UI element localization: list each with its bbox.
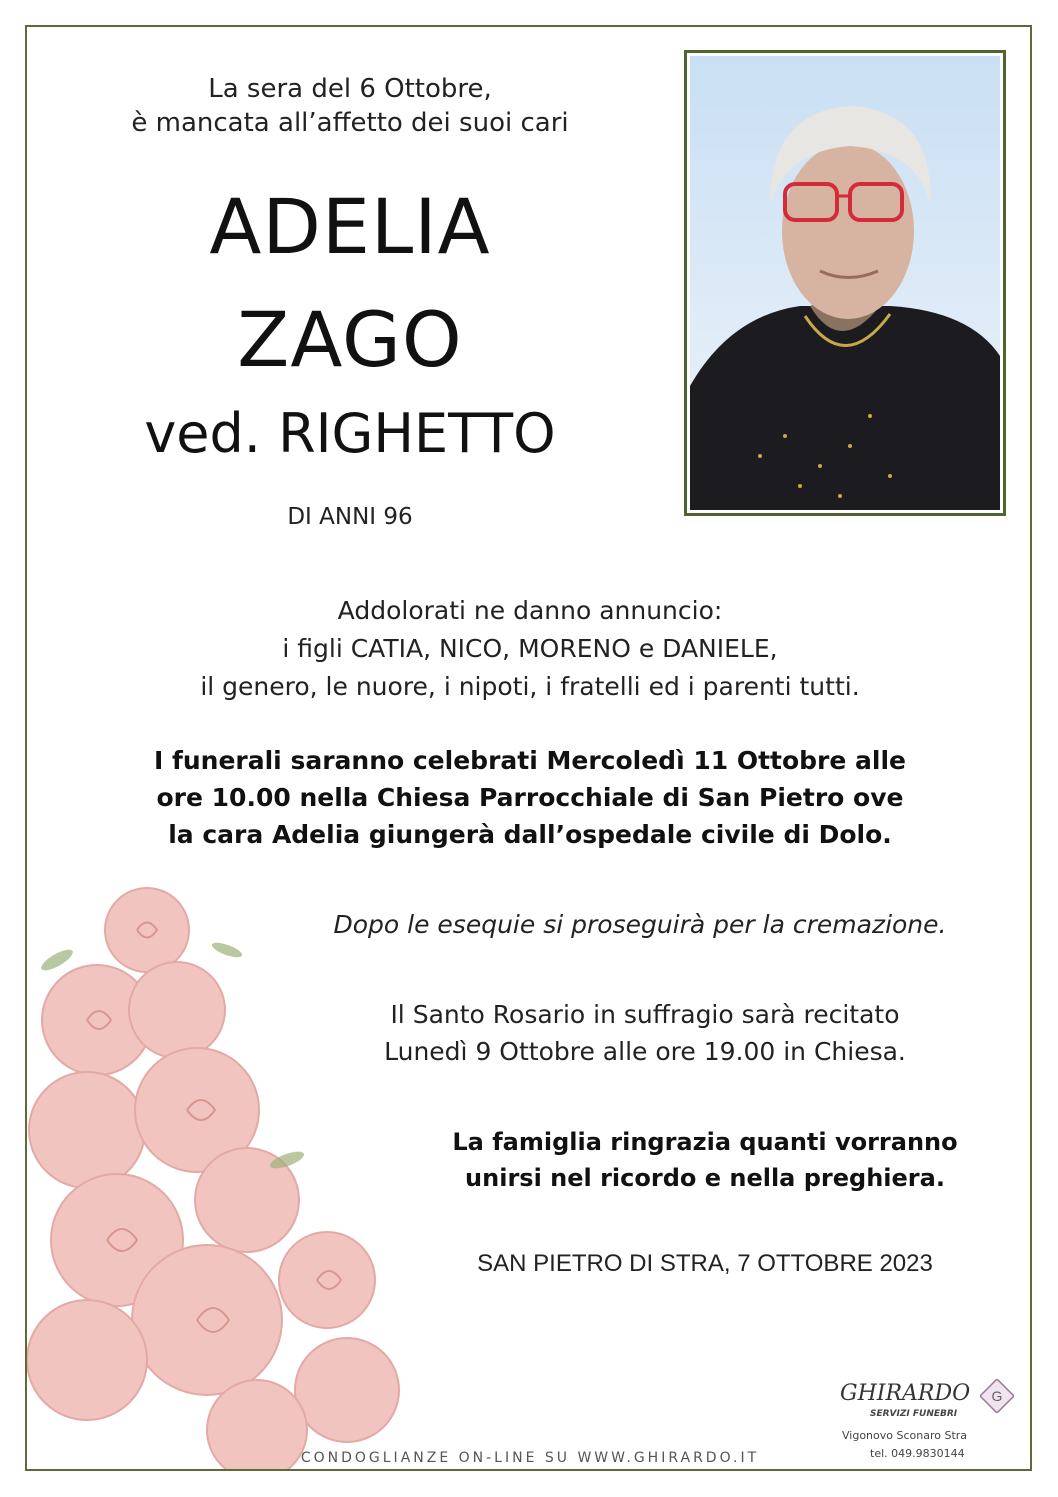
announcement xyxy=(80,592,980,706)
intro-line-2: è mancata all’affetto dei suoi cari xyxy=(131,108,569,138)
portrait-image xyxy=(690,56,1000,510)
funeral-line-1: I funerali saranno celebrati Mercoledì 11 Ottobre alle xyxy=(153,746,907,775)
logo-name: GHIRARDO xyxy=(840,1381,971,1406)
age: DI ANNI 96 xyxy=(287,504,413,530)
rosary-info xyxy=(330,996,960,1070)
announcement-line-3: il genero, le nuore, i nipoti, i fratelli ed i parenti tutti. xyxy=(200,672,860,701)
funeral-info xyxy=(100,742,960,853)
intro-line-1: La sera del 6 Ottobre, xyxy=(208,74,492,104)
last-name: ZAGO xyxy=(237,295,463,384)
logo-badge-icon xyxy=(980,1379,1014,1413)
announcement-line-2: i figli CATIA, NICO, MORENO e DANIELE, xyxy=(282,634,778,663)
widow-of: ved. RIGHETTO xyxy=(144,402,556,465)
funeral-line-2: ore 10.00 nella Chiesa Parrocchiale di San Pietro ove xyxy=(156,783,904,812)
intro-text xyxy=(110,72,590,140)
funeral-line-3: la cara Adelia giungerà dall’ospedale civile di Dolo. xyxy=(168,820,892,849)
logo-locations: Vigonovo Sconaro Stra xyxy=(842,1429,968,1442)
rosary-line-1: Il Santo Rosario in suffragio sarà recitato xyxy=(390,1000,900,1029)
portrait-photo xyxy=(684,50,1006,516)
roses-image xyxy=(27,860,427,1469)
cremation-note: Dopo le esequie si proseguirà per la cremazione. xyxy=(333,910,947,939)
family-thanks xyxy=(420,1124,990,1196)
logo-subtitle: SERVIZI FUNEBRI xyxy=(870,1409,958,1419)
thanks-line-1: La famiglia ringrazia quanti vorranno xyxy=(452,1128,958,1156)
announcement-line-1: Addolorati ne danno annuncio: xyxy=(337,596,723,625)
condolences-link[interactable]: CONDOGLIANZE ON-LINE SU WWW.GHIRARDO.IT xyxy=(300,1450,760,1466)
logo-phone: tel. 049.9830144 xyxy=(870,1447,965,1460)
roses-decoration xyxy=(27,860,427,1469)
logo-badge-letter: G xyxy=(991,1388,1003,1404)
thanks-line-2: unirsi nel ricordo e nella preghiera. xyxy=(465,1164,945,1192)
place-date: SAN PIETRO DI STRA, 7 OTTOBRE 2023 xyxy=(477,1250,933,1277)
rosary-line-2: Lunedì 9 Ottobre alle ore 19.00 in Chiesa. xyxy=(384,1037,906,1066)
funeral-home-logo xyxy=(830,1375,1020,1465)
first-name: ADELIA xyxy=(209,182,491,271)
